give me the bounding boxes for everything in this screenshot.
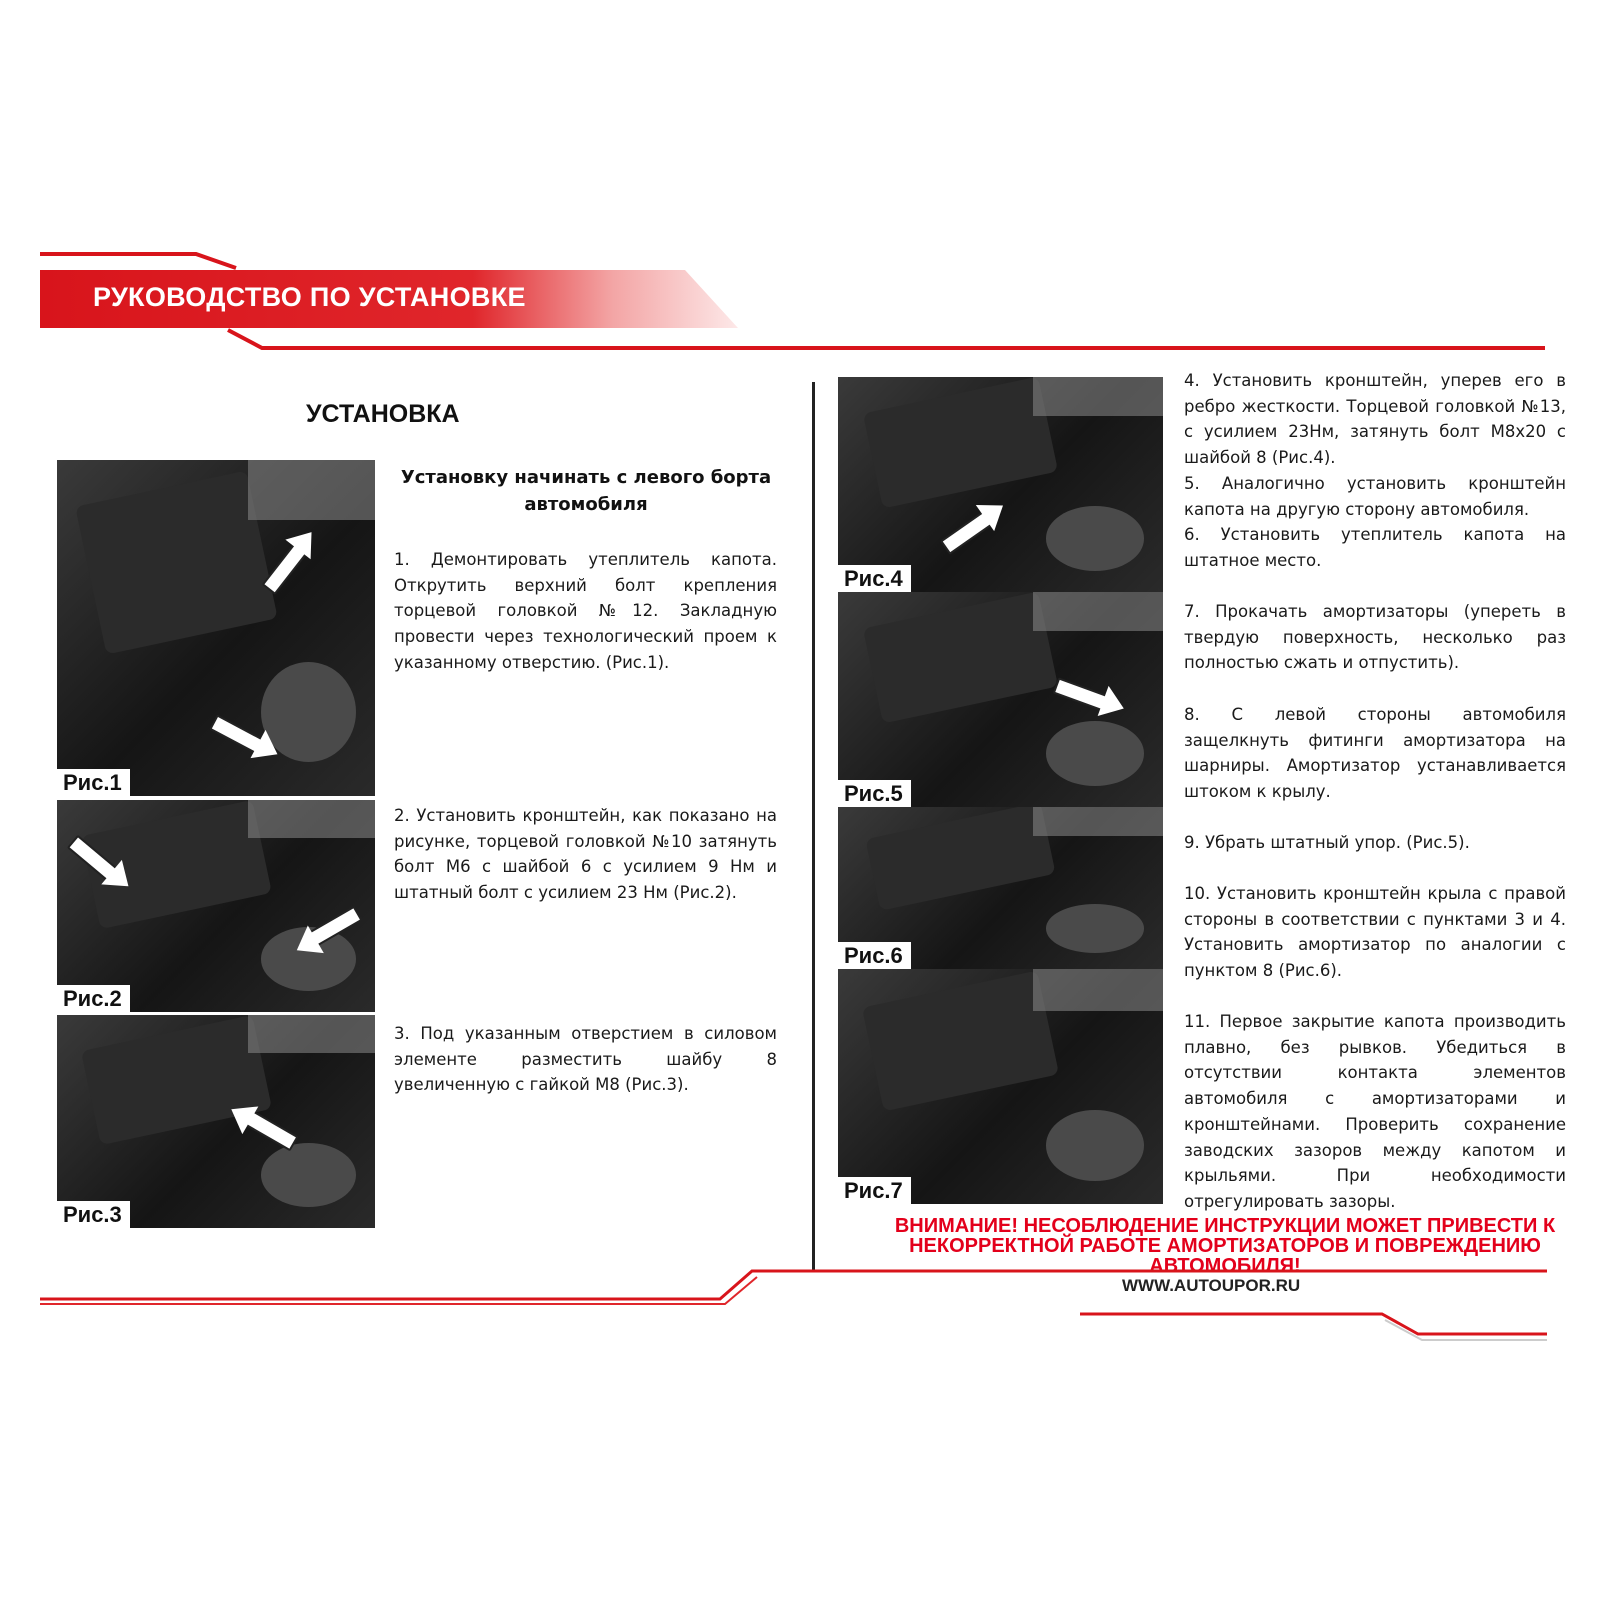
figure-1-photo <box>57 460 375 796</box>
step-8-text: 8. С левой стороны автомобиля защелкнуть фитинги амортизатора на шарниры. Амортизатор устанавливается штоком к крылу. <box>1184 705 1566 802</box>
step-4-text: 4. Установить кронштейн, уперев его в ребро жесткости. Торцевой головкой №13, с усилием 23Нм, затянуть болт М8х20 с шайбой 8 (Рис.4). <box>1184 371 1566 468</box>
step-10-text: 10. Установить кронштейн крыла с правой стороны в соответствии с пунктами 3 и 4. Установить амортизатор по аналогии с пунктом 8 (Рис.6). <box>1184 884 1566 981</box>
figure-3-photo <box>57 1015 375 1228</box>
warning-text: ВНИМАНИЕ! НЕСОБЛЮДЕНИЕ ИНСТРУКЦИИ МОЖЕТ ПРИВЕСТИ К НЕКОРРЕКТНОЙ РАБОТЕ АМОРТИЗАТОРОВ И ПОВРЕЖДЕНИЮ АВТОМОБИЛЯ! <box>894 1215 1556 1277</box>
figure-7-photo <box>838 969 1163 1204</box>
footer-url: WWW.AUTOUPOR.RU <box>1122 1276 1301 1295</box>
step-7-text: 7. Прокачать амортизаторы (упереть в твердую поверхность, несколько раз полностью сжать и отпустить). <box>1184 602 1566 673</box>
figure-label: Рис.7 <box>838 1177 911 1204</box>
figure-label: Рис.3 <box>57 1201 130 1228</box>
figure-label: Рис.6 <box>838 942 911 969</box>
figure-6-photo <box>838 807 1163 969</box>
step-9-text: 9. Убрать штатный упор. (Рис.5). <box>1184 833 1470 852</box>
page-title: РУКОВОДСТВО ПО УСТАНОВКЕ <box>93 282 526 312</box>
step-3-text: 3. Под указанным отверстием в силовом элементе разместить шайбу 8 увеличенную с гайкой М8 (Рис.3). <box>394 1024 777 1095</box>
step-1-text: 1. Демонтировать утеплитель капота. Открутить верхний болт крепления торцевой головкой №12. Закладную провести через технологический проем к указанному отверстию. (Рис.1). <box>394 550 777 672</box>
column-divider <box>812 382 815 1270</box>
figure-label: Рис.1 <box>57 769 130 796</box>
step-6-text: 6. Установить утеплитель капота на штатное место. <box>1184 525 1566 570</box>
step-11-text: 11. Первое закрытие капота производить плавно, без рывков. Убедиться в отсутствии контакта элементов автомобиля с амортизаторами и кронштейнами. Проверить сохранение заводских зазоров между капотом и крыльями. При необходимости отрегулировать зазоры. <box>1184 1012 1566 1211</box>
figure-label: Рис.5 <box>838 780 911 807</box>
figure-label: Рис.4 <box>838 565 911 592</box>
step-5-text: 5. Аналогично установить кронштейн капота на другую сторону автомобиля. <box>1184 474 1566 519</box>
intro-text: Установку начинать с левого борта автомобиля <box>400 467 772 515</box>
figure-label: Рис.2 <box>57 985 130 1012</box>
footer-lines <box>0 1260 1600 1350</box>
section-title: УСТАНОВКА <box>306 400 460 428</box>
figure-4-photo <box>838 377 1163 592</box>
figure-2-photo <box>57 800 375 1012</box>
step-2-text: 2. Установить кронштейн, как показано на рисунке, торцевой головкой №10 затянуть болт М6 с шайбой 6 с усилием 9 Нм и штатный болт с усилием 23 Нм (Рис.2). <box>394 806 777 903</box>
